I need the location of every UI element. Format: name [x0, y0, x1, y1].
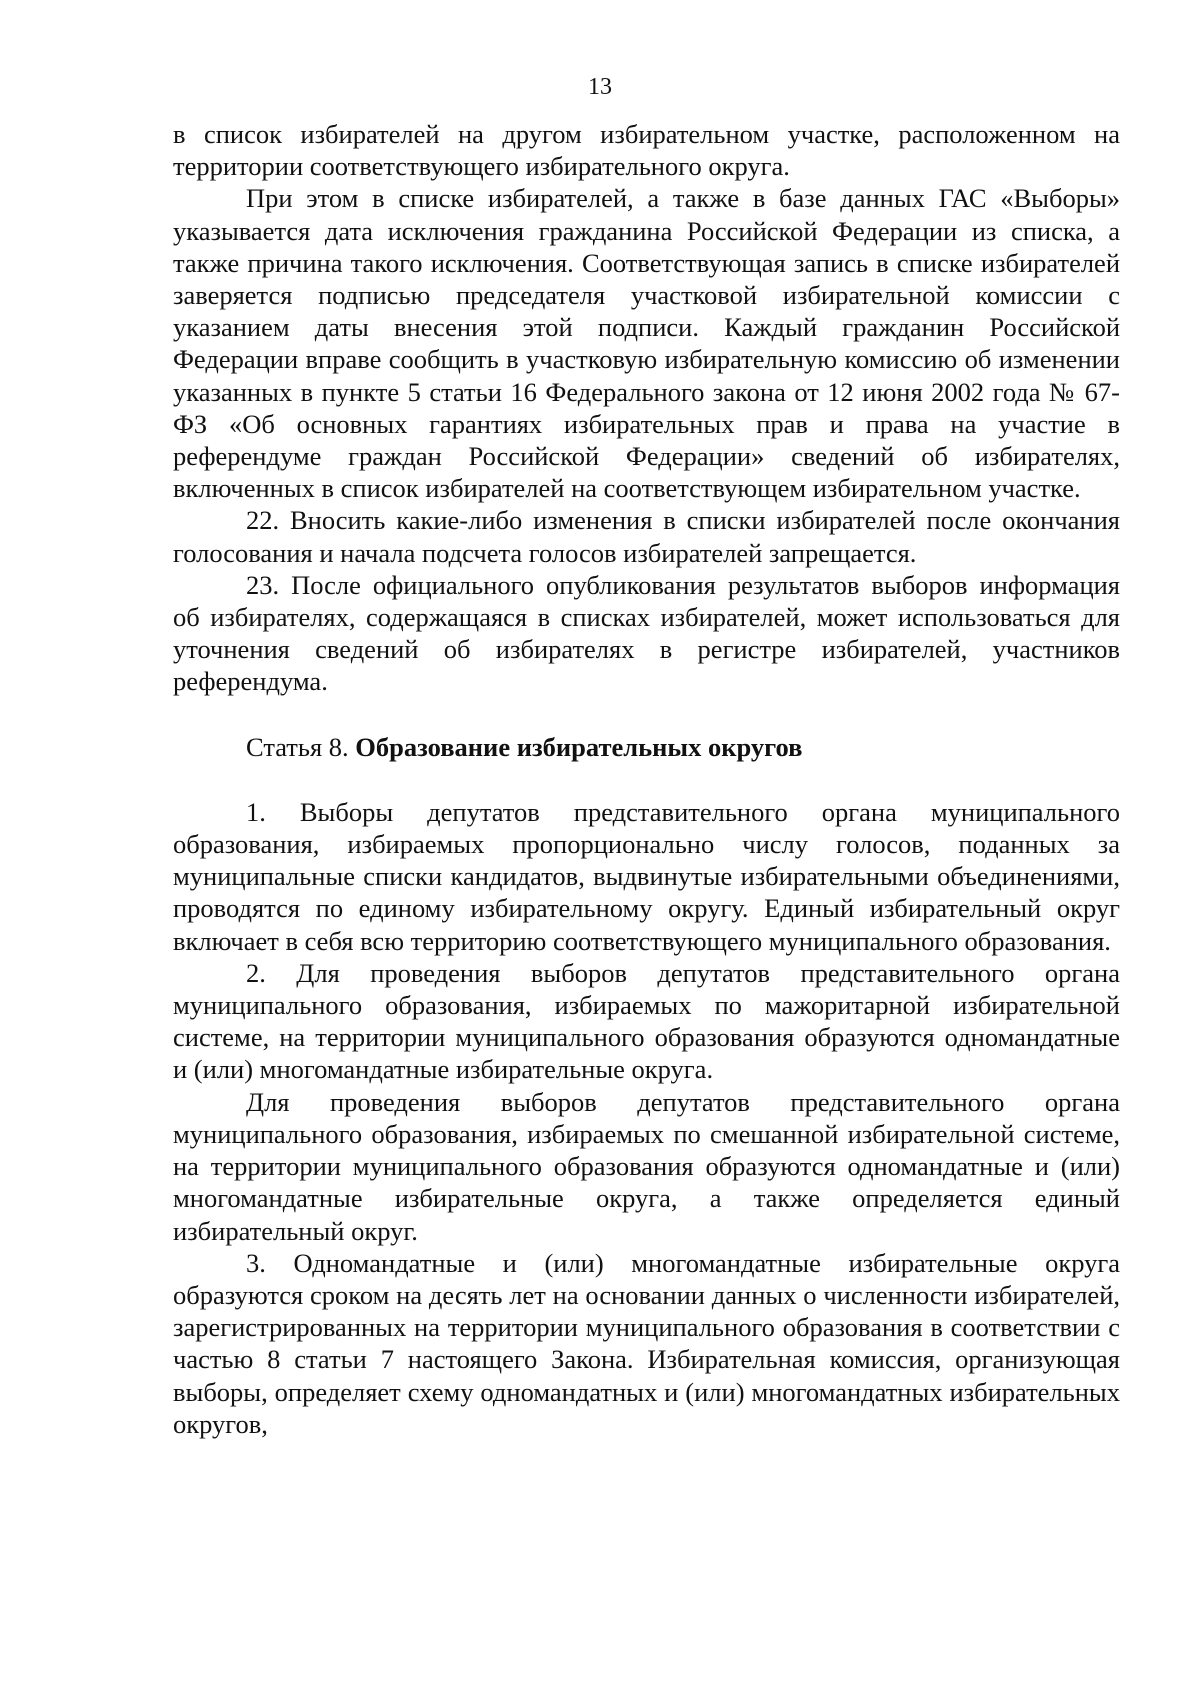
paragraph-article8-mixed-system: Для проведения выборов депутатов представительного органа муниципального образования, избираемых по смешанной избирательной системе, на территории муниципального образования образуются одномандатные и (или) многомандатные избирательные округа, а также определяется единый избирательный округ.: [173, 1086, 1120, 1246]
paragraph-exclusion-record: При этом в списке избирателей, а также в базе данных ГАС «Выборы» указывается дата исключения гражданина Российской Федерации из списка, а также причина такого исключения. Соответствующая запись в списке избирателей заверяется подписью председателя участковой избирательной комиссии с указанием даты внесения этой подписи. Каждый гражданин Российской Федерации вправе сообщить в участковую избирательную комиссию об изменении указанных в пункте 5 статьи 16 Федерального закона от 12 июня 2002 года № 67-ФЗ «Об основных гарантиях избирательных прав и права на участие в референдуме граждан Российской Федерации» сведений об избирателях, включенных в список избирателей на соответствующем избирательном участке.: [173, 183, 1120, 504]
paragraph-item-22: 22. Вносить какие-либо изменения в списки избирателей после окончания голосования и начала подсчета голосов избирателей запрещается.: [173, 505, 1120, 568]
article-heading: [173, 731, 1120, 763]
paragraph-article8-item-3: 3. Одномандатные и (или) многомандатные избирательные округа образуются сроком на десять лет на основании данных о численности избирателей, зарегистрированных на территории муниципального образования в соответствии с частью 8 статьи 7 настоящего Закона. Избирательная комиссия, организующая выборы, определяет схему одномандатных и (или) многомандатных избирательных округов,: [173, 1247, 1120, 1439]
paragraph-continuation: в список избирателей на другом избирательном участке, расположенном на территории соответствующего избирательного округа.: [173, 119, 1120, 182]
paragraph-item-23: 23. После официального опубликования результатов выборов информация об избирателях, содержащаяся в списках избирателей, может использоваться для уточнения сведений об избирателях в регистре избирателей, участников референдума.: [173, 569, 1120, 697]
paragraph-article8-item-2: 2. Для проведения выборов депутатов представительного органа муниципального образования, избираемых по мажоритарной избирательной системе, на территории муниципального образования образуются одномандатные и (или) многомандатные избирательные округа.: [173, 957, 1120, 1085]
article-label: Статья 8.: [246, 731, 349, 762]
document-body: [173, 118, 1120, 1440]
paragraph-article8-item-1: 1. Выборы депутатов представительного органа муниципального образования, избираемых пропорционально числу голосов, поданных за муниципальные списки кандидатов, выдвинутые избирательными объединениями, проводятся по единому избирательному округу. Единый избирательный округ включает в себя всю территорию соответствующего муниципального образования.: [173, 796, 1120, 956]
article-title: Образование избирательных округов: [355, 731, 803, 762]
page-number: 13: [588, 74, 612, 100]
